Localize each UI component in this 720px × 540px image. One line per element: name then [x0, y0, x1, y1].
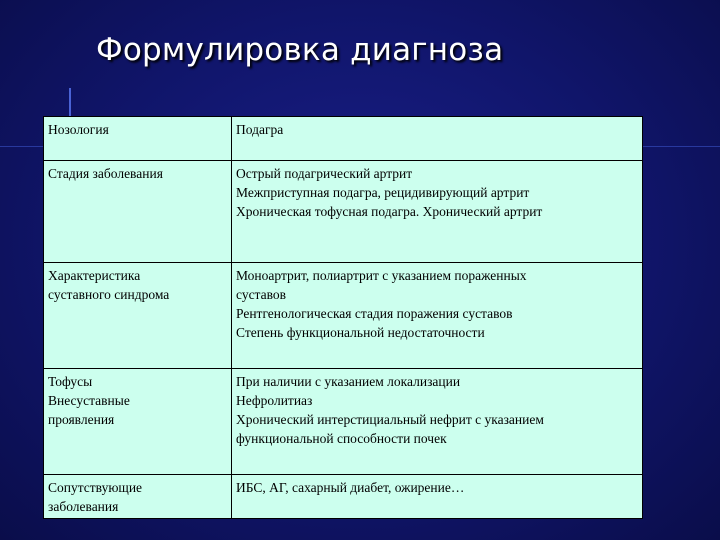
label-line: Тофусы — [48, 374, 93, 389]
value-line: Степень функциональной недостаточности — [236, 325, 485, 340]
table-row-nosology — [44, 117, 643, 161]
label-cell-tophi — [44, 369, 232, 475]
label-line: Стадия заболевания — [48, 166, 163, 181]
label-line: Внесуставные — [48, 393, 130, 408]
diagnosis-table — [43, 116, 643, 519]
value-line: суставов — [236, 287, 287, 302]
value-line: Моноартрит, полиартрит с указанием пораженных — [236, 268, 527, 283]
value-line: При наличии с указанием локализации — [236, 374, 461, 389]
label-line: проявления — [48, 412, 115, 427]
value-line: ИБС, АГ, сахарный диабет, ожирение… — [236, 480, 465, 495]
value-line: Острый подагрический артрит — [236, 166, 413, 181]
value-cell-joint-syndrome — [232, 263, 643, 369]
value-cell-tophi — [232, 369, 643, 475]
table-row-tophi — [44, 369, 643, 475]
table-row-stage — [44, 161, 643, 263]
slide-title: Формулировка диагноза — [96, 32, 504, 68]
label-line: Нозология — [48, 122, 109, 137]
table-row-joint-syndrome — [44, 263, 643, 369]
value-line: Хронический интерстициальный нефрит с указанием — [236, 412, 544, 427]
value-line: Подагра — [236, 122, 284, 137]
value-line: Межприступная подагра, рецидивирующий артрит — [236, 185, 530, 200]
value-cell-nosology — [232, 117, 643, 161]
label-cell-nosology — [44, 117, 232, 161]
label-line: Сопутствующие — [48, 480, 143, 495]
label-cell-comorbidities — [44, 475, 232, 519]
label-line: Характеристика — [48, 268, 141, 283]
decorative-vertical-line — [69, 88, 71, 116]
label-line: суставного синдрома — [48, 287, 170, 302]
value-line: Хроническая тофусная подагра. Хронический артрит — [236, 204, 543, 219]
value-line: Нефролитиаз — [236, 393, 313, 408]
label-cell-stage — [44, 161, 232, 263]
table-row-comorbidities — [44, 475, 643, 519]
value-cell-comorbidities — [232, 475, 643, 519]
value-line: функциональной способности почек — [236, 431, 447, 446]
value-cell-stage — [232, 161, 643, 263]
value-line: Рентгенологическая стадия поражения суставов — [236, 306, 513, 321]
label-line: заболевания — [48, 499, 119, 514]
label-cell-joint-syndrome — [44, 263, 232, 369]
